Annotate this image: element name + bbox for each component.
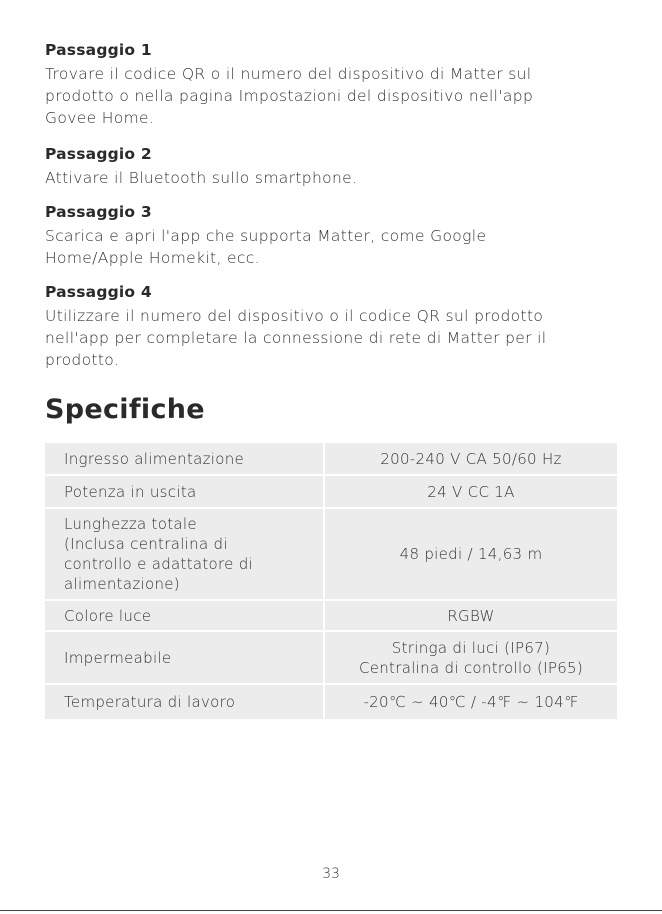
spec-value-line: Centralina di controllo (IP65) (358, 658, 584, 677)
spec-value (324, 684, 617, 720)
bottom-divider (0, 910, 662, 911)
step-line: Home/Apple Homekit, ecc. (45, 249, 260, 267)
spec-value-line: RGBW (447, 606, 495, 625)
spec-label (45, 684, 324, 720)
step-line: prodotto o nella pagina Impostazioni del dispositivo nell'app (45, 87, 534, 105)
table-row (45, 475, 617, 508)
step-3 (45, 201, 620, 269)
step-text (45, 305, 620, 371)
spec-label-line: Potenza in uscita (64, 482, 197, 501)
step-title: Passaggio 1 (45, 41, 152, 59)
step-text (45, 167, 620, 189)
page-number: 33 (322, 866, 340, 882)
spec-label-line: Temperatura di lavoro (64, 693, 236, 711)
spec-label-line: Impermeabile (64, 648, 172, 667)
spec-label (45, 508, 324, 600)
spec-value-line: 200-240 V CA 50/60 Hz (380, 449, 562, 468)
spec-label-line: alimentazione) (64, 575, 180, 593)
spec-value (324, 443, 617, 475)
specs-title: Specifiche (45, 394, 205, 425)
step-title: Passaggio 4 (45, 283, 152, 301)
spec-value (324, 631, 617, 684)
step-text (45, 63, 620, 129)
step-1 (45, 39, 620, 129)
step-line: Attivare il Bluetooth sullo smartphone. (45, 169, 358, 187)
spec-label-line: Lunghezza totale (64, 515, 197, 533)
spec-label (45, 600, 324, 631)
spec-value-line: 24 V CC 1A (427, 482, 515, 501)
step-title: Passaggio 3 (45, 203, 152, 221)
spec-label (45, 631, 324, 684)
specs-table (45, 443, 617, 721)
spec-label-line: Ingresso alimentazione (64, 449, 245, 468)
step-4 (45, 281, 620, 371)
step-line: Utilizzare il numero del dispositivo o il codice QR sul prodotto (45, 307, 544, 325)
table-row (45, 443, 617, 475)
step-text (45, 225, 620, 269)
table-row (45, 600, 617, 631)
spec-value-line: -20℃ ~ 40℃ / -4℉ ~ 104℉ (363, 693, 579, 711)
step-line: Scarica e apri l'app che supporta Matter, come Google (45, 227, 487, 245)
table-row (45, 508, 617, 600)
step-line: Govee Home. (45, 109, 155, 127)
spec-label (45, 443, 324, 475)
table-row (45, 631, 617, 684)
spec-value (324, 600, 617, 631)
spec-value (324, 508, 617, 600)
spec-value (324, 475, 617, 508)
step-line: prodotto. (45, 351, 120, 369)
spec-label (45, 475, 324, 508)
spec-value-line: 48 piedi / 14,63 m (399, 545, 543, 563)
spec-label-line: controllo e adattatore di (64, 555, 254, 573)
spec-label-line: Colore luce (64, 606, 152, 625)
spec-label-line: (Inclusa centralina di (64, 535, 228, 553)
step-title: Passaggio 2 (45, 145, 152, 163)
step-line: nell'app per completare la connessione di rete di Matter per il (45, 329, 547, 347)
table-row (45, 684, 617, 720)
step-line: Trovare il codice QR o il numero del dispositivo di Matter sul (45, 65, 532, 83)
step-2 (45, 143, 620, 189)
spec-value-line: Stringa di luci (IP67) (391, 638, 551, 657)
